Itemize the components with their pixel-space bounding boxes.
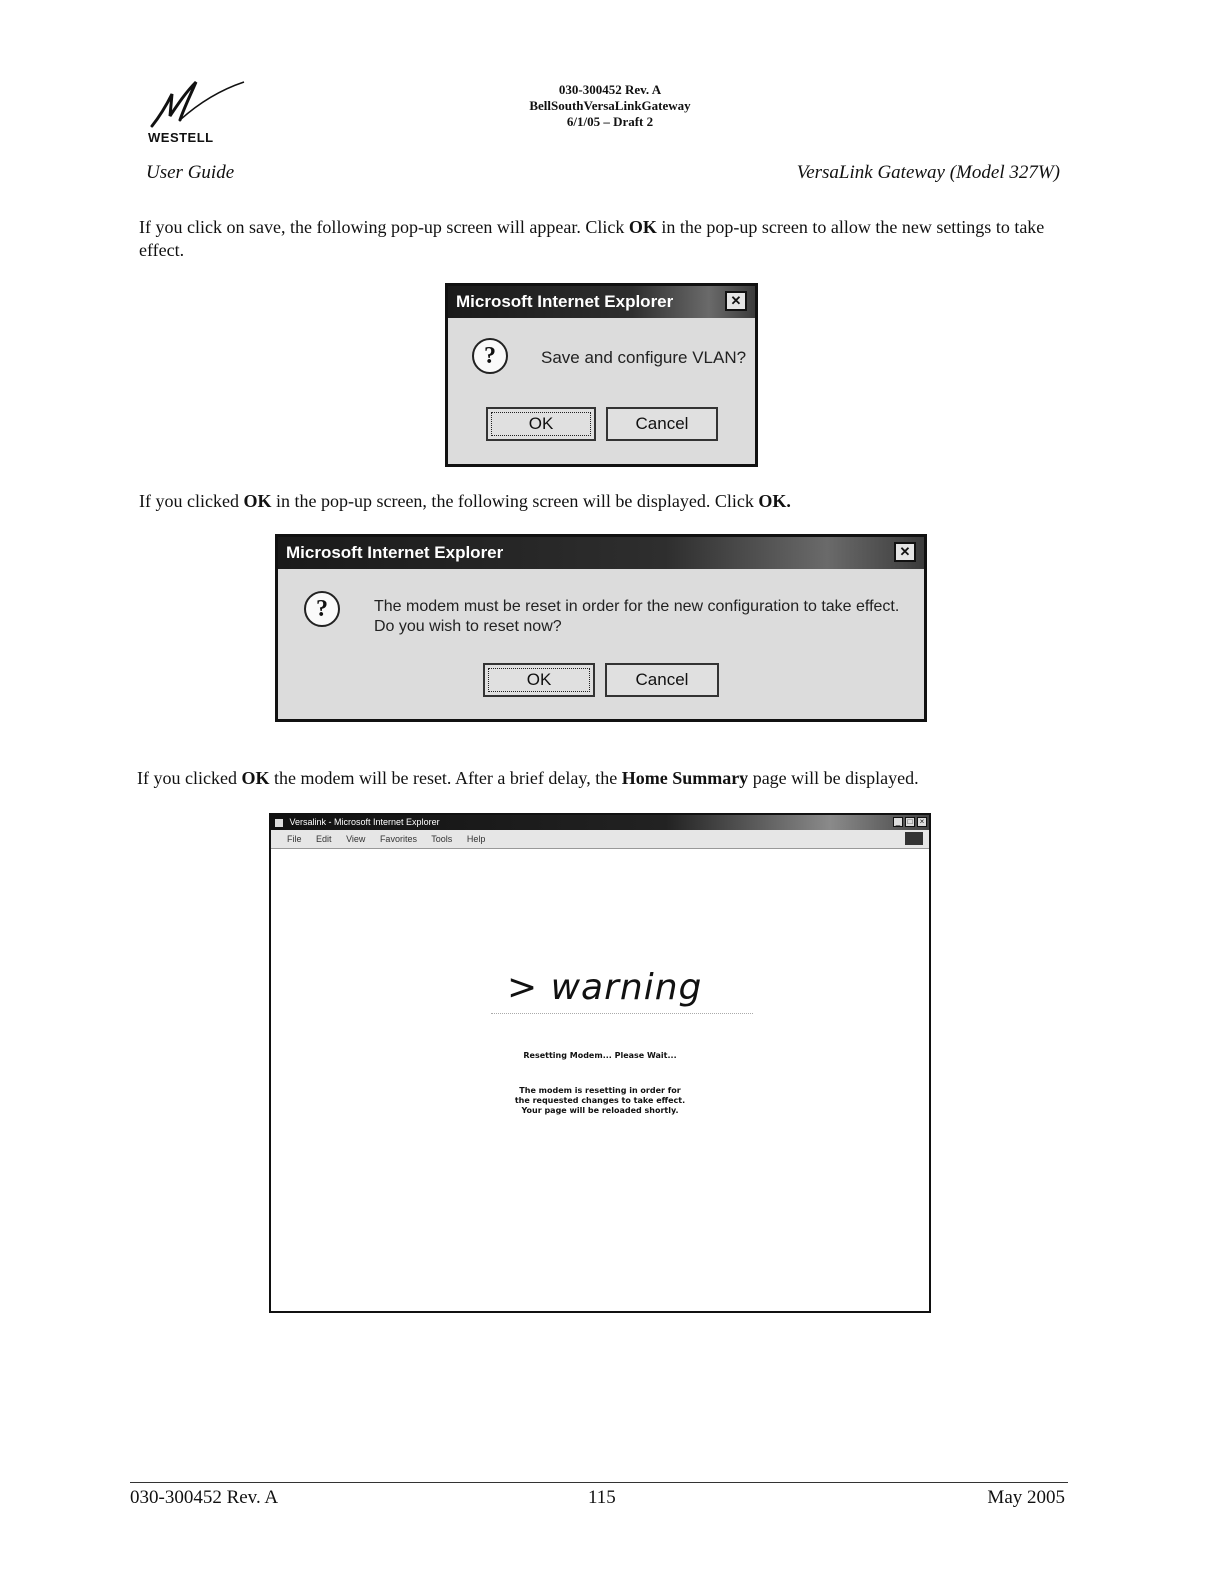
dialog-title: Microsoft Internet Explorer (456, 292, 674, 311)
cancel-button[interactable]: Cancel (605, 663, 719, 697)
windows-logo-icon (905, 832, 923, 845)
header-right: VersaLink Gateway (Model 327W) (796, 162, 1060, 183)
dialog-message: The modem must be reset in order for the new configuration to take effect. Do you wish to reset now? (374, 598, 900, 635)
maximize-icon[interactable]: □ (905, 817, 915, 827)
browser-window (269, 813, 931, 1313)
doc-product: BellSouthVersaLinkGateway (529, 98, 691, 113)
ok-button[interactable]: OK (483, 663, 595, 697)
paragraph-2: If you clicked OK in the pop-up screen, the following screen will be displayed. Click OK. (139, 491, 791, 511)
warning-heading: > warning (507, 967, 703, 1008)
browser-title: Versalink - Microsoft Internet Explorer (289, 817, 440, 827)
browser-title-bar (271, 815, 929, 830)
reset-explanation: The modem is resetting in order for the requested changes to take effect. Your page will be reloaded shortly. (514, 1086, 686, 1115)
menu-tools[interactable]: Tools (431, 834, 453, 844)
close-icon[interactable]: ✕ (725, 291, 747, 311)
menu-edit[interactable]: Edit (316, 834, 332, 844)
question-icon: ? (304, 591, 340, 627)
logo-wordmark: WESTELL (148, 130, 214, 145)
reset-modem-dialog (275, 534, 927, 722)
question-icon: ? (472, 338, 508, 374)
ie-icon (275, 819, 283, 827)
cancel-button[interactable]: Cancel (606, 407, 718, 441)
dialog-title: Microsoft Internet Explorer (286, 543, 504, 562)
dialog-title-bar (278, 537, 924, 569)
minimize-icon[interactable]: _ (893, 817, 903, 827)
close-icon[interactable]: × (917, 817, 927, 827)
divider (491, 1013, 753, 1014)
page-number: 115 (588, 1487, 616, 1508)
paragraph-1: If you click on save, the following pop-up screen will appear. Click OK in the pop-up screen to allow the new settings to take effect. (139, 217, 1045, 260)
dialog-message: Save and configure VLAN? (541, 348, 747, 367)
menu-view[interactable]: View (346, 834, 366, 844)
dialog-title-bar (448, 286, 755, 318)
menu-favorites[interactable]: Favorites (379, 834, 417, 844)
reset-status: Resetting Modem... Please Wait... (523, 1051, 677, 1060)
doc-number: 030-300452 Rev. A (558, 82, 662, 97)
menu-file[interactable]: File (287, 834, 302, 844)
header-left: User Guide (146, 162, 235, 183)
footer-rule (130, 1482, 1068, 1483)
close-icon[interactable]: ✕ (894, 542, 916, 562)
browser-menu-bar (271, 830, 929, 849)
doc-date: 6/1/05 – Draft 2 (566, 114, 654, 129)
footer-right: May 2005 (987, 1487, 1065, 1508)
paragraph-3: If you clicked OK the modem will be reset. After a brief delay, the Home Summary page will be displayed. (137, 768, 919, 788)
ok-button[interactable]: OK (486, 407, 596, 441)
confirm-vlan-dialog (445, 283, 758, 467)
menu-help[interactable]: Help (466, 834, 486, 844)
document-id (420, 82, 800, 130)
footer-left: 030-300452 Rev. A (130, 1487, 279, 1508)
